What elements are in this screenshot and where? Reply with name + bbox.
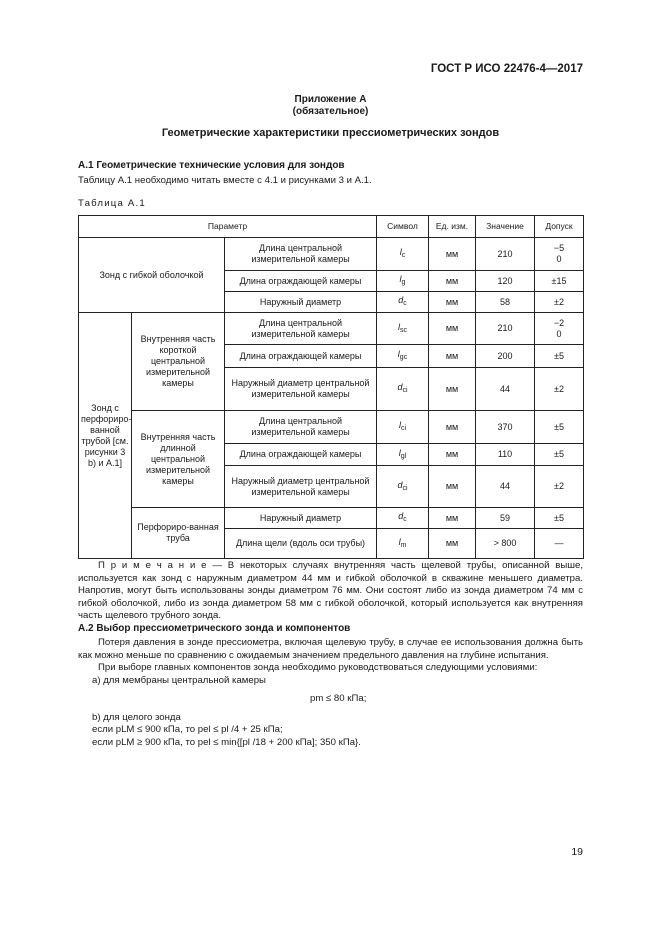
table-row [79,411,584,444]
table-row [79,238,584,271]
header-value: Значение [476,216,535,238]
row-value: 120 [476,271,535,292]
row-symbol: $l_m$ [377,529,429,559]
condition-b-line-1: если pLM ≤ 900 кПа, то pel ≤ pl /4 + 25 кПа; [92,724,283,735]
row-name: Наружный диаметр центральной измерительной камеры [225,368,377,411]
header-param: Параметр [79,216,377,238]
row-tolerance: −2 0 [535,313,584,345]
header-tolerance: Допуск [535,216,584,238]
table-row [79,313,584,345]
row-value: 210 [476,238,535,271]
row-unit: мм [429,313,476,345]
annex-type: (обязательное) [292,106,369,117]
table-row [79,508,584,529]
row-symbol: $l_g$ [377,271,429,292]
row-symbol: $d_{ci}$ [377,466,429,508]
row-tolerance: ±2 [535,292,584,313]
row-symbol: $d_c$ [377,508,429,529]
row-name: Длина щели (вдоль оси трубы) [225,529,377,559]
table-caption: Таблица А.1 [78,198,146,209]
row-unit: мм [429,368,476,411]
row-value: 370 [476,411,535,444]
row-tolerance: ±5 [535,345,584,368]
row-name: Длина центральной измерительной камеры [225,313,377,345]
row-tolerance: ±5 [535,508,584,529]
row-tolerance: −5 0 [535,238,584,271]
annex-heading [0,94,661,118]
group-flexible-probe: Зонд с гибкой оболочкой [79,238,225,313]
section-a1-text: Таблицу А.1 необходимо читать вместе с 4.1 и рисунками 3 и А.1. [78,175,372,186]
row-symbol: $d_{ci}$ [377,368,429,411]
row-value: 44 [476,368,535,411]
row-symbol: $d_c$ [377,292,429,313]
subgroup-short-chamber: Внутренняя часть короткой центральной измерительной камеры [132,313,225,411]
condition-a-label: a) для мембраны центральной камеры [92,675,266,686]
annex-title: Приложение А [294,94,367,105]
row-unit: мм [429,444,476,466]
section-a2-paragraph-2: При выборе главных компонентов зонда необходимо руководствоваться следующими условиями: [98,662,538,673]
table-note: П р и м е ч а н и е — В некоторых случаях внутренняя часть щелевой трубы, описанной выше, используется как зонд с наружным диаметром 44 мм и гибкой оболочкой в скважине меньшего диаметра. Напротив, могут быть использованы зонды диаметром 76 мм. Они состоят либо из зонда диаметром 74 мм с гибкой оболочкой, либо из зонда диаметром 58 мм с гибкой оболочкой, который используется как внутренняя часть щелевого трубного зонда. [78,560,583,621]
row-value: 59 [476,508,535,529]
row-name: Наружный диаметр [225,292,377,313]
row-tolerance: ±5 [535,411,584,444]
row-symbol: $l_{ci}$ [377,411,429,444]
row-unit: мм [429,529,476,559]
row-name: Длина ограждающей камеры [225,444,377,466]
row-symbol: $l_{gl}$ [377,444,429,466]
header-symbol: Символ [377,216,429,238]
row-value: 210 [476,313,535,345]
row-value: 58 [476,292,535,313]
row-tolerance: ±2 [535,466,584,508]
formula-membrane: pm ≤ 80 кПа; [310,693,367,704]
row-value: 200 [476,345,535,368]
row-unit: мм [429,508,476,529]
row-symbol: $l_c$ [377,238,429,271]
row-value: 110 [476,444,535,466]
row-unit: мм [429,411,476,444]
row-name: Длина центральной измерительной камеры [225,411,377,444]
row-tolerance: ±5 [535,444,584,466]
condition-b-label: b) для целого зонда [92,712,181,723]
table-header-row [79,216,584,238]
subgroup-perforated-tube: Перфориро-ванная труба [132,508,225,559]
section-a2-heading: А.2 Выбор прессиометрического зонда и компонентов [78,623,351,634]
section-a1-heading: А.1 Геометрические технические условия для зондов [78,160,345,171]
row-tolerance: ±2 [535,368,584,411]
section-a2-paragraph-1: Потеря давления в зонде прессиометра, включая щелевую трубу, в случае ее использования должна быть как можно меньше по сравнению с ожидаемым значением предельного давления на глубине испытания. [78,637,583,661]
subgroup-long-chamber: Внутренняя часть длинной центральной измерительной камеры [132,411,225,508]
row-unit: мм [429,271,476,292]
header-unit: Ед. изм. [429,216,476,238]
condition-b-line-2: если pLM ≥ 900 кПа, то pel ≤ min{[pl /18 + 200 кПа]; 350 кПа}. [92,737,361,748]
row-symbol: $l_{sc}$ [377,313,429,345]
page-number: 19 [571,846,583,858]
group-perforated-probe: Зонд с перфориро-ванной трубой [см. рисунки 3 b) и А.1] [79,313,132,559]
row-name: Наружный диаметр [225,508,377,529]
document-header: ГОСТ Р ИСО 22476-4—2017 [430,63,583,75]
row-name: Наружный диаметр центральной измерительной камеры [225,466,377,508]
row-tolerance: ±15 [535,271,584,292]
parameters-table [78,215,584,559]
row-name: Длина центральной измерительной камеры [225,238,377,271]
row-name: Длина ограждающей камеры [225,271,377,292]
document-title: Геометрические характеристики прессиометрических зондов [161,127,500,139]
row-name: Длина ограждающей камеры [225,345,377,368]
row-unit: мм [429,345,476,368]
row-symbol: $l_{gc}$ [377,345,429,368]
row-unit: мм [429,466,476,508]
row-unit: мм [429,238,476,271]
row-value: > 800 [476,529,535,559]
row-value: 44 [476,466,535,508]
row-tolerance: — [535,529,584,559]
row-unit: мм [429,292,476,313]
